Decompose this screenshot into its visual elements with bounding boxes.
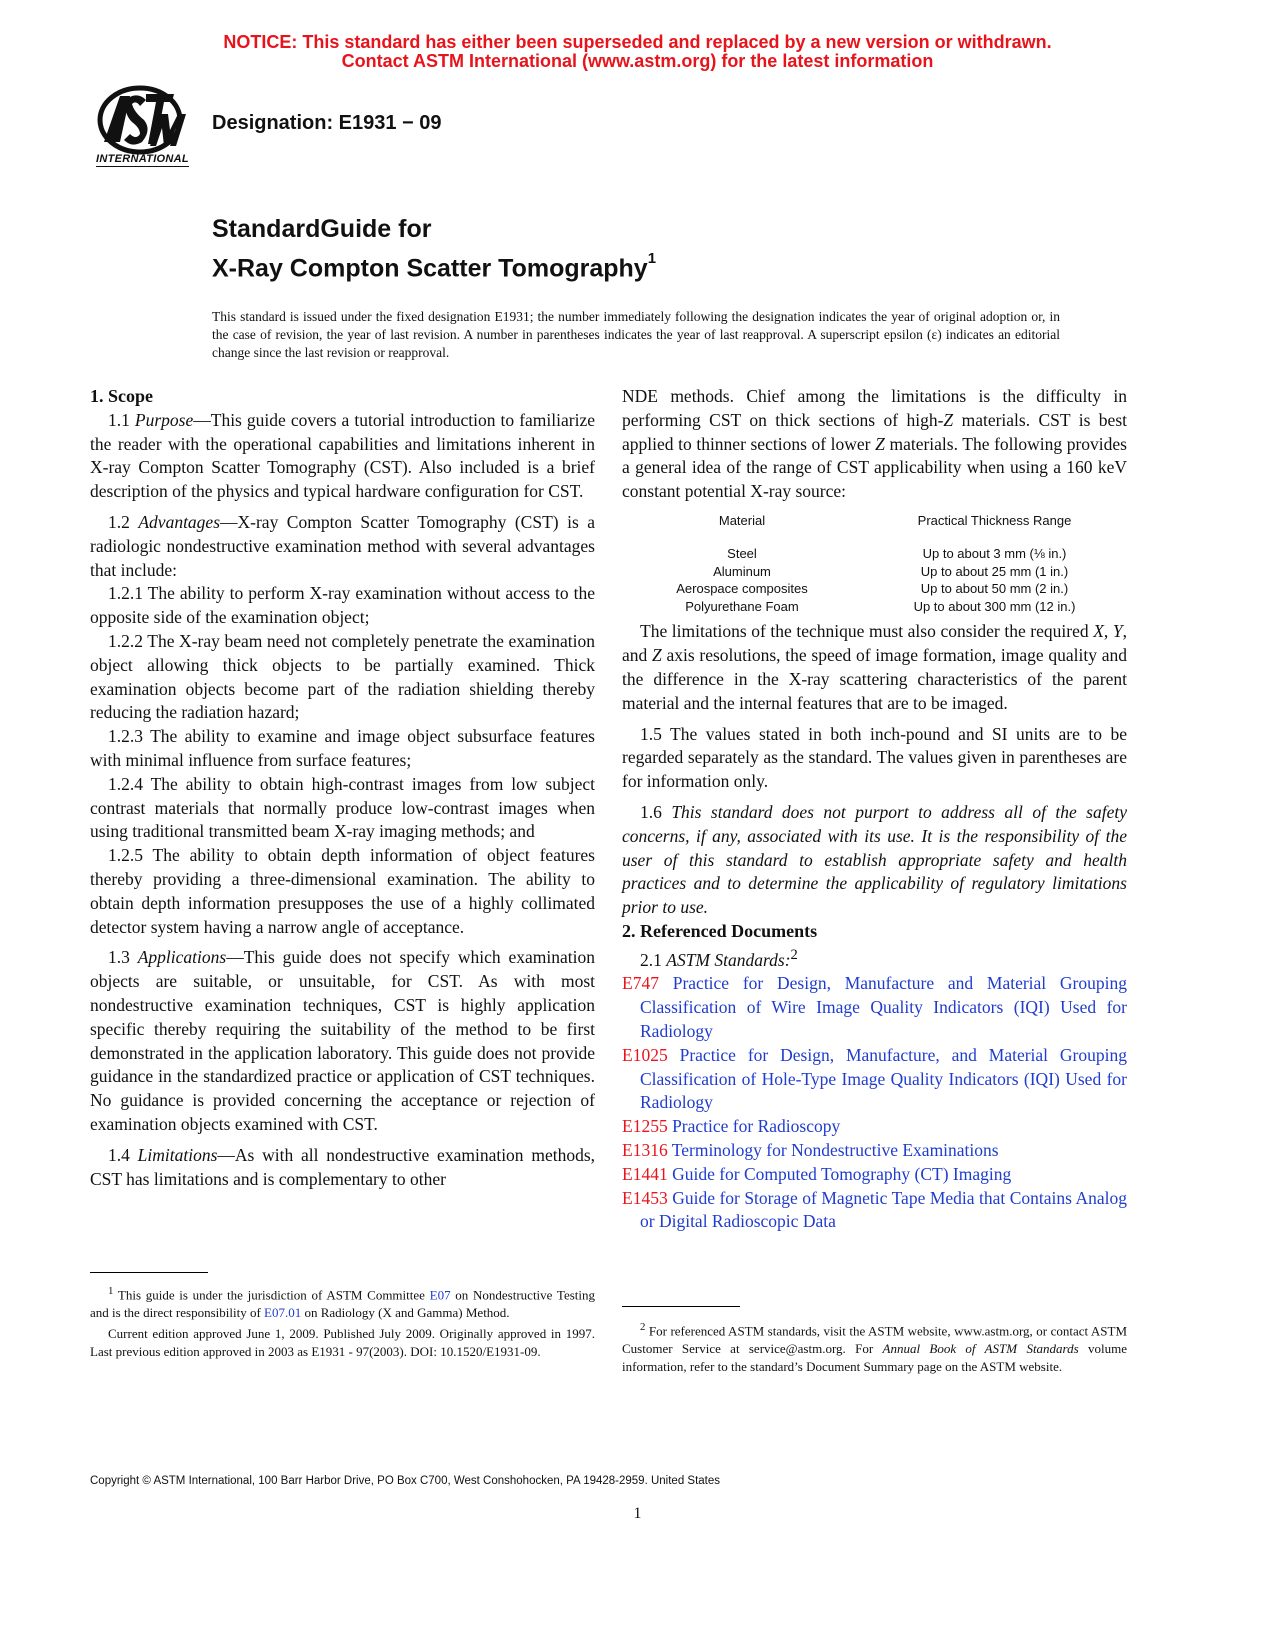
table-header-row: [622, 512, 1127, 546]
para-1-5: 1.5 The values stated in both inch-pound and SI units are to be regarded separately as the standard. The values given in parentheses are for information only.: [622, 723, 1127, 792]
reference-e1025[interactable]: E1025 Practice for Design, Manufacture, and Material Grouping Classification of Hole-Type Image Quality Indicators (IQI) Used for Radiology: [622, 1044, 1128, 1113]
footnote-rule-right: [622, 1306, 740, 1307]
section-1-heading: 1. Scope: [90, 386, 153, 406]
footnote-2-text: $^2$ For referenced ASTM standards, visit the ASTM website, www.astm.org, or contact ASTM Customer Service at service@astm.org. For Annual Book of ASTM Standards volume information, refer to the standard’s Document Summary page on the ASTM website.: [622, 1321, 1128, 1375]
para-1-4-continued: NDE methods. Chief among the limitations is the difficulty in performing CST on thick sections of high-Z materials. CST is best applied to thinner sections of lower Z materials. The following provides a general idea of the range of CST applicability when using a 160 keV constant potential X-ray source:: [622, 386, 1127, 502]
para-1-2-2: 1.2.2 The X-ray beam need not completely penetrate the examination object allowing thick objects to be partially examined. Thick examination objects become part of the radiation shielding thereby reducing the radiation hazard;: [90, 630, 595, 723]
footnote-1: [90, 1282, 595, 1361]
withdrawn-notice: [0, 33, 1275, 71]
para-1-1: 1.1 Purpose—This guide covers a tutorial introduction to familiarize the reader with the operational capabilities and limitations inherent in X-ray Compton Scatter Tomography (CST). Also included is a brief description of the physics and typical hardware configuration for CST.: [90, 409, 595, 502]
thickness-table: [622, 512, 1127, 616]
issuance-note: This standard is issued under the fixed designation E1931; the number immediately following the designation indicates the year of original adoption or, in the case of revision, the year of last revision. A number in parentheses indicates the year of last reapproval. A superscript epsilon (ε) indicates an editorial change since the last revision or reapproval.: [212, 309, 1060, 360]
para-1-2: 1.2 Advantages—X-ray Compton Scatter Tomography (CST) is a radiologic nondestructive examination method with several advantages that include:: [90, 511, 596, 580]
table-row: Aluminum Up to about 25 mm (1 in.): [713, 563, 1069, 579]
table-header-material: Material: [718, 512, 766, 528]
reference-e1453[interactable]: E1453 Guide for Storage of Magnetic Tape Media that Contains Analog or Digital Radioscopic Data: [622, 1187, 1127, 1232]
page-number: 1: [633, 1505, 642, 1522]
title-line-1: StandardGuide for: [212, 215, 432, 243]
table-row: Polyurethane Foam Up to about 300 mm (12 in.): [685, 598, 1076, 614]
footnote-1-edition: Current edition approved June 1, 2009. Published July 2009. Originally approved in 1997. Last previous edition approved in 2003 as E1931 - 97(2003). DOI: 10.1520/E1931-09.: [90, 1326, 595, 1360]
para-1-2-4: 1.2.4 The ability to obtain high-contrast images from low subject contrast materials that normally produce low-contrast images when using traditional transmitted beam X-ray imaging methods; and: [90, 773, 595, 842]
table-row: Steel Up to about 3 mm (⅛ in.): [727, 546, 1067, 562]
reference-e747[interactable]: E747 Practice for Design, Manufacture and Material Grouping Classification of Wire Image Quality Indicators (IQI) Used for Radiology: [622, 973, 1128, 1042]
reference-e1441[interactable]: E1441 Guide for Computed Tomography (CT) Imaging: [622, 1163, 1012, 1184]
logo-label: INTERNATIONAL: [96, 153, 189, 165]
title-footnote-mark: 1: [647, 250, 657, 267]
para-1-2-3: 1.2.3 The ability to examine and image object subsurface features with minimal influence from surface features;: [90, 726, 595, 770]
footnote-2: [622, 1318, 1127, 1376]
table-row: Aerospace composites Up to about 50 mm (2 in.): [676, 581, 1069, 597]
title-line-2: [212, 246, 656, 285]
reference-e1255[interactable]: E1255 Practice for Radioscopy: [622, 1116, 841, 1137]
subcommittee-link[interactable]: E07.01: [264, 1305, 302, 1321]
section-2-heading: 2. Referenced Documents: [622, 921, 818, 942]
committee-link[interactable]: E07: [429, 1287, 451, 1303]
astm-logo: [90, 84, 196, 174]
para-limitations-continued: The limitations of the technique must also consider the required X, Y, and Z axis resolutions, the speed of image formation, image quality and the difference in the X-ray scattering characteristics of the parent material and the internal features that are to be imaged.: [622, 621, 1128, 713]
document-title: [212, 213, 656, 285]
footnote-rule-left: [90, 1272, 208, 1273]
designation: Designation: E1931 − 09: [212, 112, 442, 134]
notice-line-1: NOTICE: This standard has either been superseded and replaced by a new version or withdrawn.: [223, 32, 1052, 52]
right-column: [622, 385, 1127, 1234]
notice-line-2: Contact ASTM International (www.astm.org) for the latest information: [341, 51, 934, 71]
para-2-1: 2.1 ASTM Standards:$^2$: [640, 946, 798, 970]
title-main: X-Ray Compton Scatter Tomography: [212, 254, 648, 283]
para-1-2-1: 1.2.1 The ability to perform X-ray examination without access to the opposite side of the examination object;: [90, 583, 595, 628]
footnote-1-text: $^1$ This guide is under the jurisdiction of ASTM Committee E07 on Nondestructive Testing and is the direct responsibility of E07.01 on Radiology (X and Gamma) Method.: [90, 1285, 595, 1321]
left-column: [90, 385, 595, 1191]
para-1-2-5: 1.2.5 The ability to obtain depth information of object features thereby providing a three-dimensional examination. The ability to obtain depth information presupposes the use of a highly collimated detector system having a narrow angle of acceptance.: [90, 845, 595, 937]
para-1-6: 1.6 This standard does not purport to address all of the safety concerns, if any, associated with its use. It is the responsibility of the user of this standard to establish appropriate safety and health practices and to determine the applicability of regulatory limitations prior to use.: [622, 802, 1128, 918]
para-1-3: 1.3 Applications—This guide does not specify which examination objects are suitable, or unsuitable, for CST. As with most nondestructive examination techniques, CST is highly application specific thereby requiring the suitability of the method to be first demonstrated in the application laboratory. This guide does not provide guidance in the standardized practice or application of CST techniques. No guidance is provided concerning the acceptance or rejection of examination objects examined with CST.: [90, 947, 596, 1134]
para-1-4: 1.4 Limitations—As with all nondestructive examination methods, CST has limitations and is complementary to other: [90, 1144, 596, 1189]
table-header-range: Practical Thickness Range: [917, 512, 1072, 528]
reference-e1316[interactable]: E1316 Terminology for Nondestructive Examinations: [622, 1140, 999, 1161]
copyright: Copyright © ASTM International, 100 Barr Harbor Drive, PO Box C700, West Conshohocken, PA 19428-2959. United States: [90, 1475, 721, 1487]
